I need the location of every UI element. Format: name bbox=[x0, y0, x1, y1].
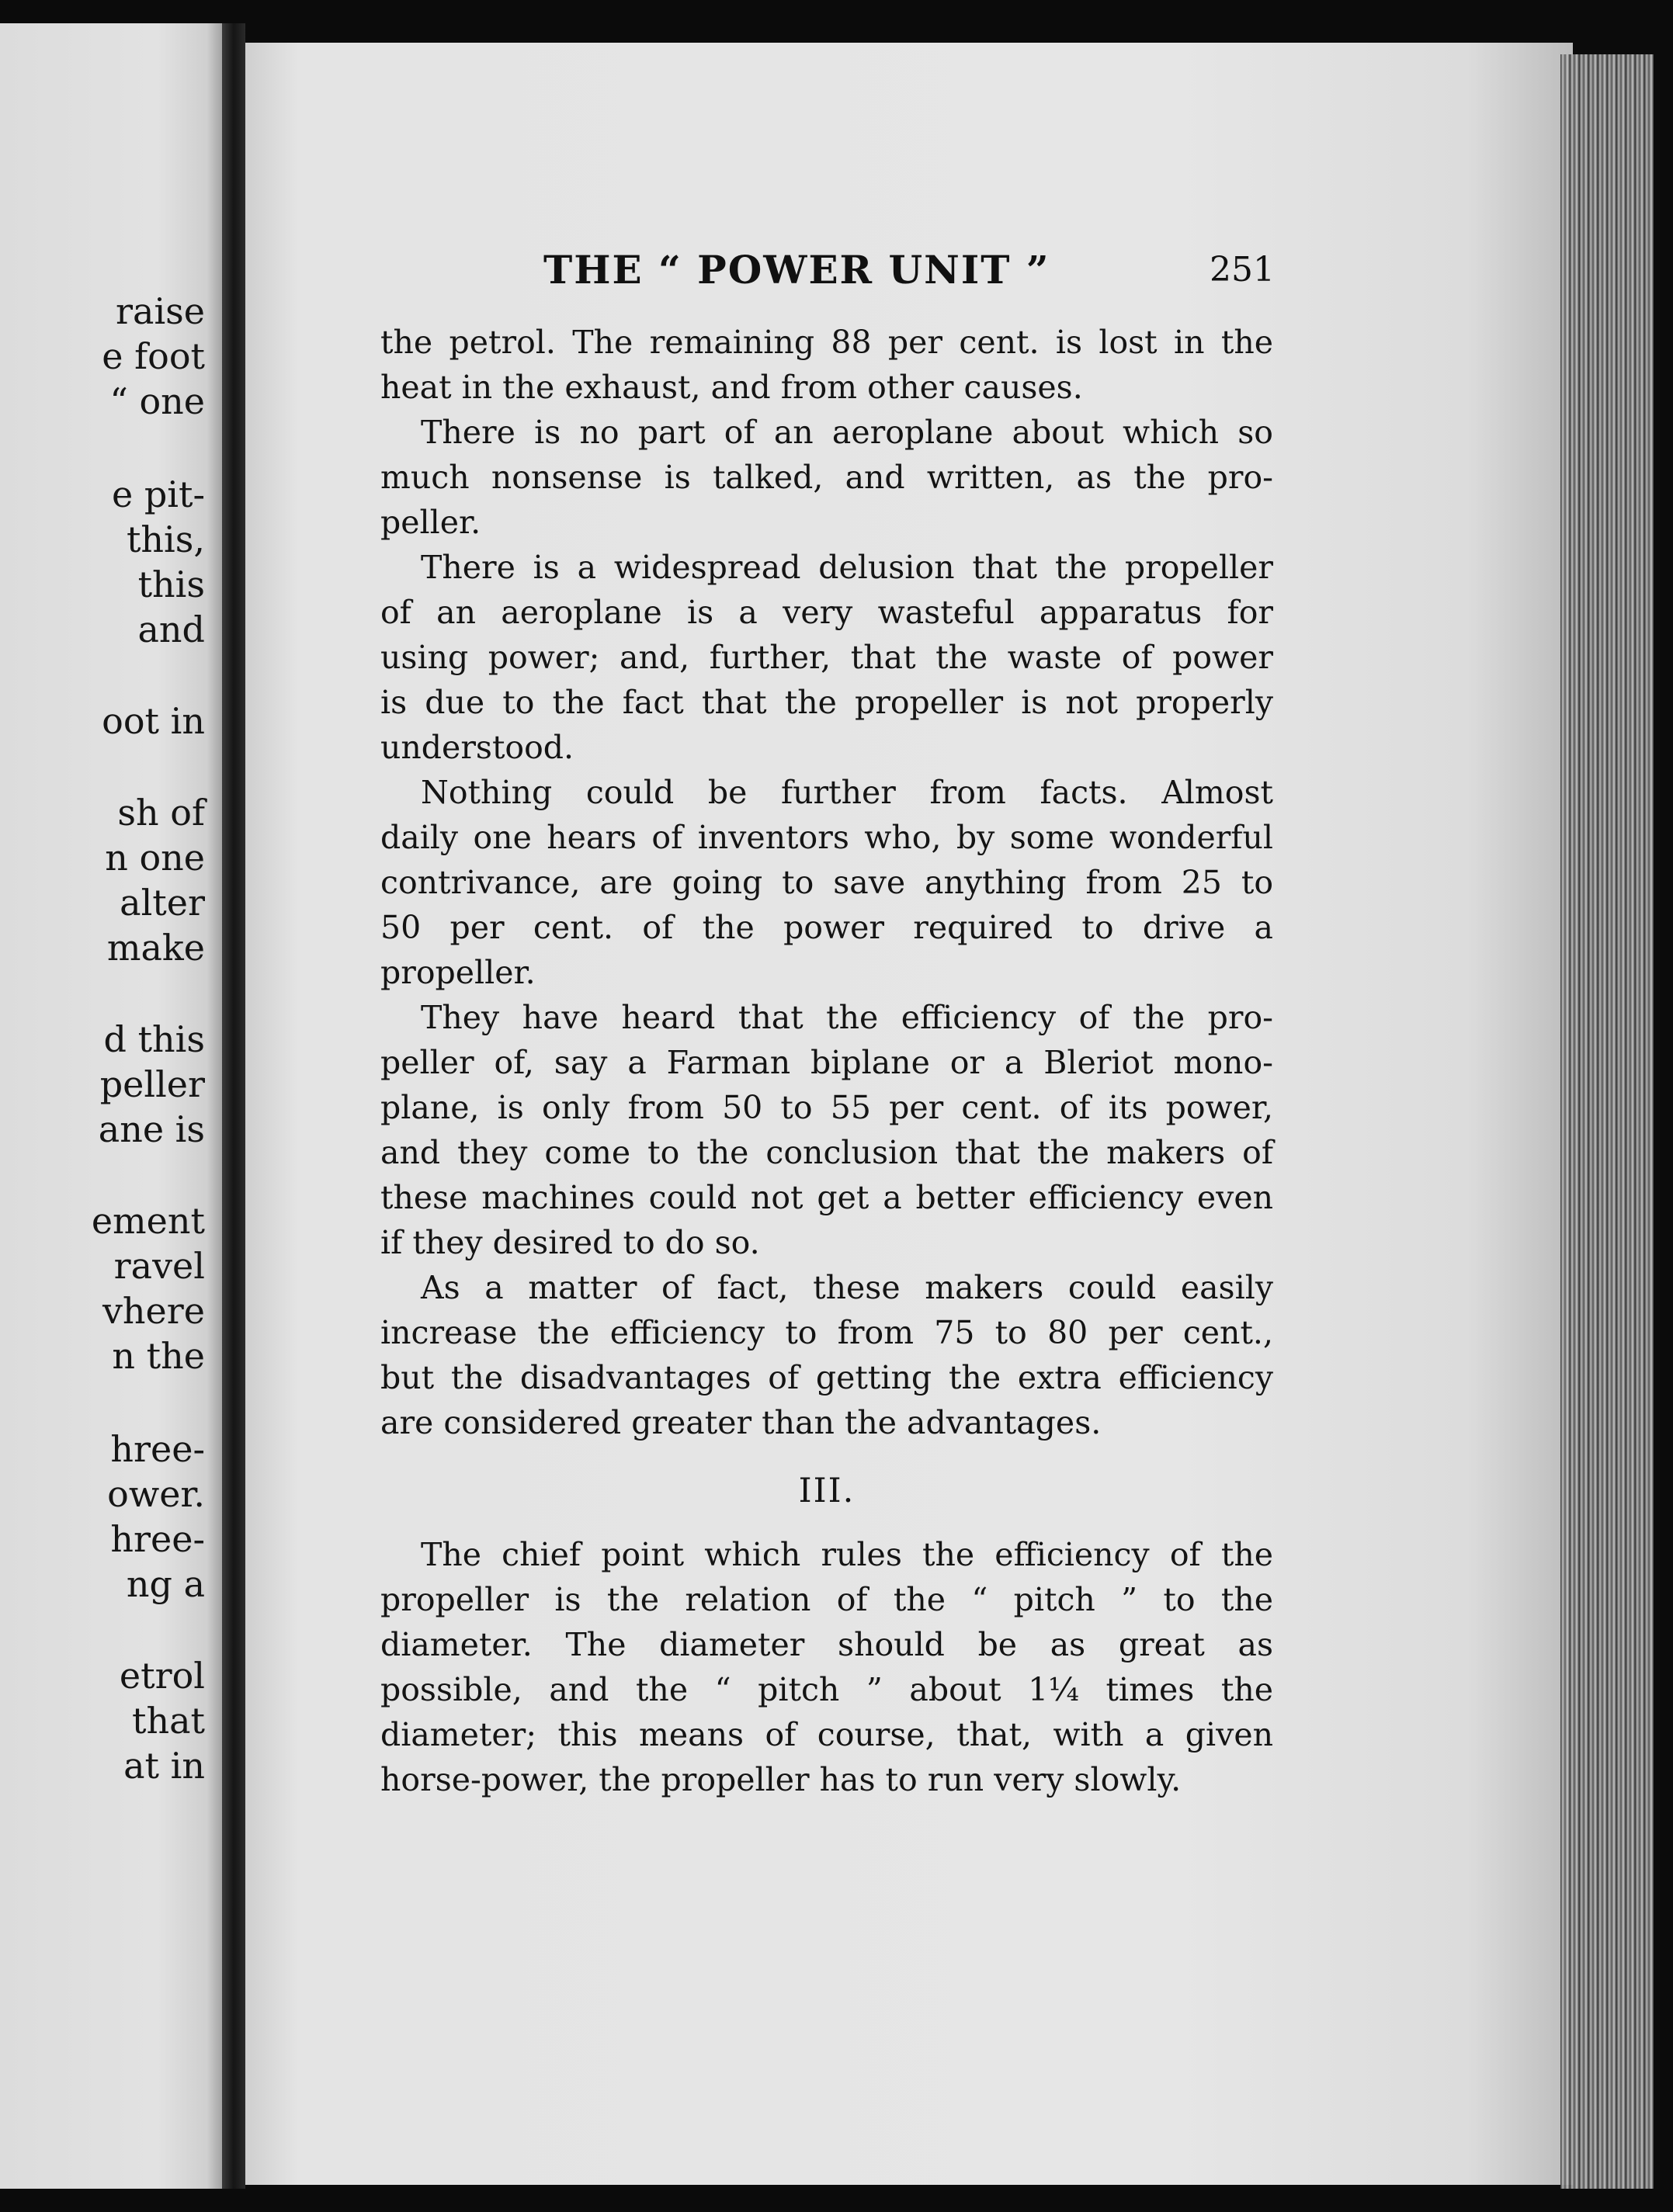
left-page-line: this bbox=[137, 563, 205, 605]
text-line: peller of, say a Farman biplane or a Bleriot mono- bbox=[380, 1044, 1273, 1081]
left-page-line: oot in bbox=[102, 700, 205, 742]
text-line: propeller is the relation of the “ pitch ” to the bbox=[380, 1581, 1273, 1618]
text-line: plane, is only from 50 to 55 per cent. of its power, bbox=[380, 1089, 1273, 1126]
text-line: the petrol. The remaining 88 per cent. is lost in the bbox=[380, 324, 1273, 361]
left-page-line: this, bbox=[126, 518, 205, 560]
text-line: As a matter of fact, these makers could easily bbox=[421, 1269, 1273, 1306]
left-page-line: ravel bbox=[113, 1245, 205, 1287]
left-facing-page bbox=[0, 23, 225, 2189]
left-page-line: ement bbox=[91, 1200, 205, 1242]
left-page-line: alter bbox=[120, 882, 205, 924]
text-line: these machines could not get a better efficiency even bbox=[380, 1179, 1273, 1216]
left-page-line: at in bbox=[123, 1745, 205, 1787]
text-line: Nothing could be further from facts. Almost bbox=[421, 774, 1273, 811]
section-heading: III. bbox=[798, 1472, 856, 1510]
text-line: heat in the exhaust, and from other causes. bbox=[380, 369, 1083, 406]
left-page-line: vhere bbox=[102, 1290, 205, 1332]
left-page-line: “ one bbox=[109, 380, 205, 422]
left-page-line: hree- bbox=[110, 1428, 205, 1470]
left-page-line: etrol bbox=[119, 1655, 205, 1697]
text-line: propeller. bbox=[380, 954, 536, 991]
paragraph bbox=[380, 995, 1273, 1265]
left-page-line: n one bbox=[105, 837, 205, 879]
paragraphs-before-section bbox=[380, 320, 1273, 1445]
page-number: 251 bbox=[1210, 250, 1275, 290]
text-line: understood. bbox=[380, 729, 574, 766]
left-page-line: ower. bbox=[107, 1473, 205, 1515]
text-line: using power; and, further, that the waste of power bbox=[380, 639, 1273, 676]
text-line: if they desired to do so. bbox=[380, 1224, 760, 1261]
left-page-line: peller bbox=[99, 1063, 205, 1105]
body-text bbox=[380, 320, 1273, 1802]
text-line: The chief point which rules the efficiency of the bbox=[421, 1536, 1273, 1573]
left-page-line: n the bbox=[112, 1335, 205, 1377]
text-line: There is no part of an aeroplane about which so bbox=[421, 414, 1273, 451]
left-page-line: that bbox=[131, 1700, 205, 1742]
paragraph bbox=[380, 545, 1273, 770]
paragraph bbox=[380, 1265, 1273, 1445]
text-line: diameter; this means of course, that, with a given bbox=[380, 1716, 1273, 1753]
text-line: 50 per cent. of the power required to drive a bbox=[380, 909, 1273, 946]
text-line: There is a widespread delusion that the propeller bbox=[421, 549, 1273, 586]
text-line: horse-power, the propeller has to run very slowly. bbox=[380, 1761, 1182, 1798]
text-line: increase the efficiency to from 75 to 80 per cent., bbox=[380, 1314, 1273, 1351]
text-line: is due to the fact that the propeller is not properly bbox=[380, 684, 1273, 721]
left-page-line: hree- bbox=[110, 1518, 205, 1560]
left-page-line: make bbox=[106, 927, 205, 969]
text-line: and they come to the conclusion that the makers of bbox=[380, 1134, 1273, 1171]
text-line: diameter. The diameter should be as great as bbox=[380, 1626, 1273, 1663]
left-page-line: sh of bbox=[117, 792, 205, 834]
paragraph bbox=[380, 410, 1273, 545]
text-line: are considered greater than the advantages. bbox=[380, 1404, 1102, 1441]
left-page-line: e pit- bbox=[111, 473, 205, 515]
left-page-line: ane is bbox=[98, 1108, 205, 1150]
left-page-line: and bbox=[137, 608, 205, 650]
page-edges bbox=[1560, 54, 1654, 2189]
text-line: peller. bbox=[380, 504, 481, 541]
paragraph bbox=[380, 770, 1273, 995]
text-line: much nonsense is talked, and written, as the pro- bbox=[380, 459, 1273, 496]
text-line: possible, and the “ pitch ” about 1¼ times the bbox=[380, 1671, 1273, 1708]
left-page-line: ng a bbox=[126, 1563, 205, 1605]
text-line: They have heard that the efficiency of the pro- bbox=[421, 999, 1273, 1036]
text-line: daily one hears of inventors who, by some wonderful bbox=[380, 819, 1273, 856]
left-page-line: e foot bbox=[102, 335, 205, 377]
text-line: contrivance, are going to save anything from 25 to bbox=[380, 864, 1273, 901]
left-page-line: d this bbox=[103, 1018, 205, 1060]
running-head: THE “ POWER UNIT ” bbox=[543, 247, 1050, 293]
text-line: of an aeroplane is a very wasteful apparatus for bbox=[380, 594, 1273, 631]
text-line: but the disadvantages of getting the extra efficiency bbox=[380, 1359, 1273, 1396]
paragraphs-after-section bbox=[380, 1532, 1273, 1802]
paragraph bbox=[380, 320, 1273, 410]
paragraph bbox=[380, 1532, 1273, 1802]
left-page-line: raise bbox=[116, 290, 205, 332]
book-gutter bbox=[222, 23, 245, 2189]
